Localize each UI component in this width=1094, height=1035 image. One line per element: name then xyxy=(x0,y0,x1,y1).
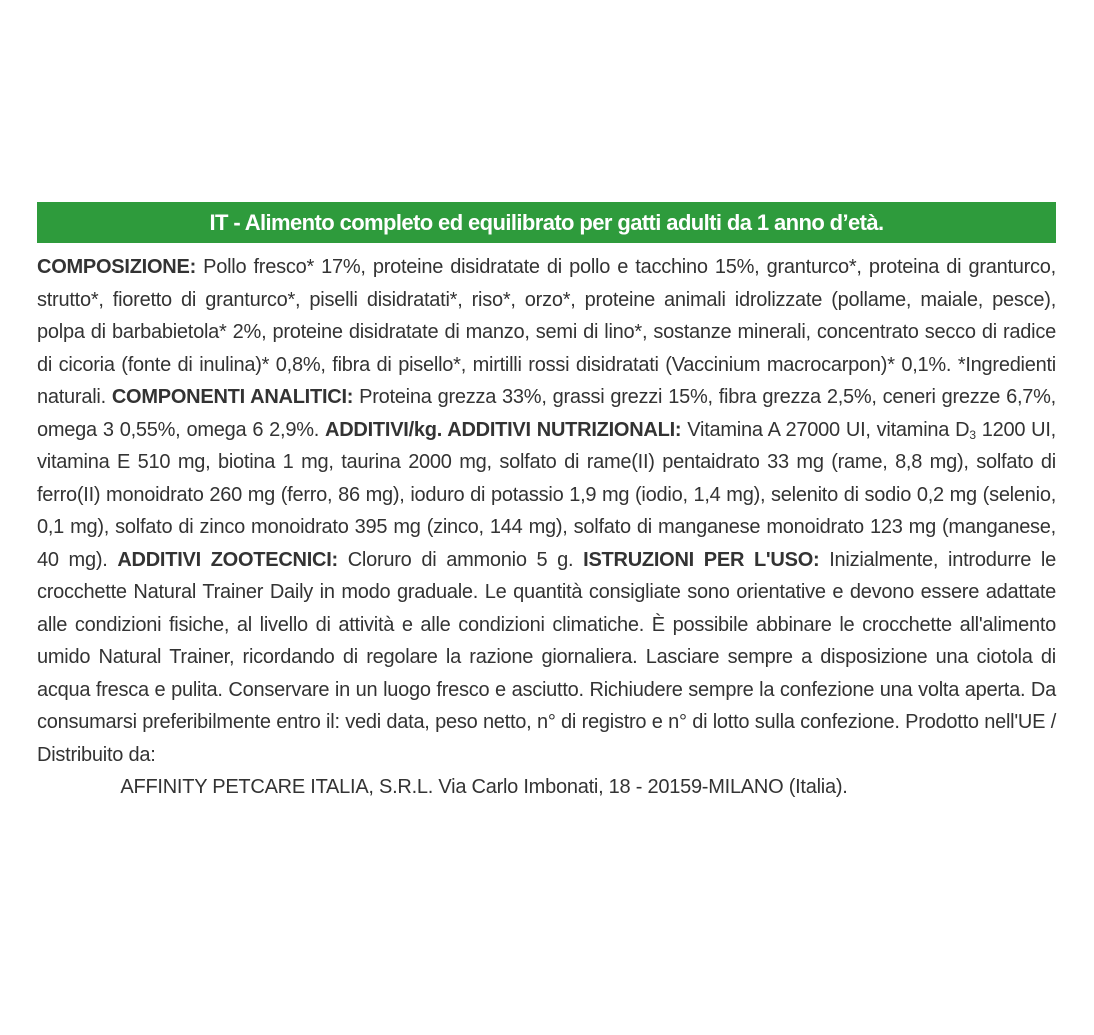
header-bar xyxy=(37,202,1056,243)
vitamin-d-subscript: 3 xyxy=(969,427,976,442)
additives-label: ADDITIVI/kg. ADDITIVI NUTRIZIONALI: xyxy=(325,418,682,441)
additives-text-after: 1200 UI, vitamina E 510 mg, biotina 1 mg, taurina 2000 mg, solfato di rame(II) pentaidrato 33 mg (rame, 8,8 mg), solfato di ferro(II) monoidrato 260 mg (ferro, 86 mg), ioduro di potassio 1,9 mg (iodio, 1,4 mg), selenito di sodio 0,2 mg (selenio, 0,1 mg), solfato di zinco monoidrato 395 mg (zinco, 144 mg), solfato di manganese monoidrato 123 mg (manganese, 40 mg). xyxy=(37,418,1056,571)
header-title: IT - Alimento completo ed equilibrato per gatti adulti da 1 anno d’età. xyxy=(209,210,884,235)
instructions-text: Inizialmente, introdurre le crocchette Natural Trainer Daily in modo graduale. Le quantità consigliate sono orientative e devono essere adattate alle condizioni fisiche, al livello di attività e alle condizioni climatiche. È possibile abbinare le crocchette all'alimento umido Natural Trainer, ricordando di regolare la razione giornaliera. Lasciare sempre a disposizione una ciotola di acqua fresca e pulita. Conservare in un luogo fresco e asciutto. Richiudere sempre la confezione una volta aperta. Da consumarsi preferibilmente entro il: vedi data, peso netto, n° di registro e n° di lotto sulla confezione. Prodotto nell'UE / Distribuito da: xyxy=(37,548,1056,766)
analytical-label: COMPONENTI ANALITICI: xyxy=(111,386,354,408)
composition-text: Pollo fresco* 17%, proteine disidratate di pollo e tacchino 15%, granturco*, proteina di granturco, strutto*, fioretto di granturco*, piselli disidratati*, riso*, orzo*, proteine animali idrolizzate (pollame, maiale, pesce), polpa di barbabietola* 2%, proteine disidratate di manzo, semi di lino*, sostanze minerali, concentrato secco di radice di cicoria (fonte di inulina)* 0,8%, fibra di pisello*, mirtilli rossi disidratati (Vaccinium macrocarpon)* 0,1%. *Ingredienti naturali. xyxy=(37,256,1056,408)
analytical-text: Proteina grezza 33%, grassi grezzi 15%, fibra grezza 2,5%, ceneri grezze 6,7%, omega 3 0,55%, omega 6 2,9%. xyxy=(37,386,1056,441)
instructions-label: ISTRUZIONI PER L'USO: xyxy=(583,548,820,571)
zootechnical-label: ADDITIVI ZOOTECNICI: xyxy=(117,548,338,571)
composition-label: COMPOSIZIONE: xyxy=(37,256,196,278)
zootechnical-text: Cloruro di ammonio 5 g. xyxy=(337,548,584,571)
label-panel xyxy=(37,202,1056,803)
distributor-address: AFFINITY PETCARE ITALIA, S.R.L. Via Carlo Imbonati, 18 - 20159-MILANO (Italia). xyxy=(120,776,848,798)
additives-text-before: Vitamina A 27000 UI, vitamina D xyxy=(681,418,970,441)
label-body-text xyxy=(37,251,1056,771)
